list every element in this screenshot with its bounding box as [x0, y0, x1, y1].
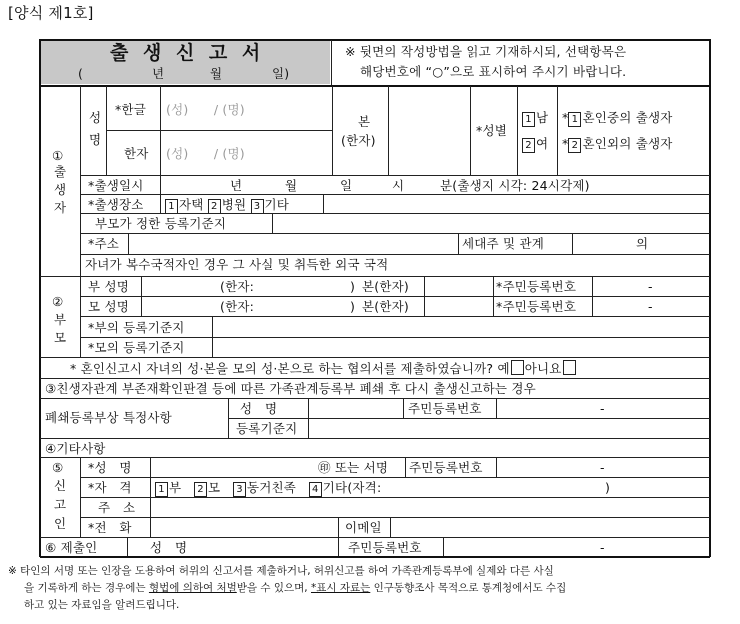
parents-section-ch1: 부 — [54, 312, 67, 327]
reporter-section-num: ⑤ — [52, 460, 64, 475]
child-section-ch3: 자 — [54, 200, 67, 215]
child-section-num: ① — [52, 148, 64, 163]
father-rrn-label: *주민등록번호 — [496, 279, 577, 294]
section3-reg-label: 등록기준지 — [236, 421, 298, 436]
bon-label-2: (한자) — [341, 133, 376, 148]
birth-hour[interactable]: 시 — [392, 178, 405, 193]
agreement-yes-checkbox[interactable] — [511, 360, 524, 375]
mother-rrn-label: *주민등록번호 — [496, 299, 577, 314]
mother-reg-label: *모의 등록기준지 — [88, 340, 185, 355]
footnote-line1: ※ 타인의 서명 또는 인장을 도용하여 허위의 신고서를 제출하거나, 허위신고를 하여 가족관계등록부에 실제와 다른 사실 — [8, 565, 554, 577]
mother-rrn-dash[interactable]: - — [648, 299, 653, 314]
footnote-line3: 하고 있는 자료임을 알려드립니다. — [24, 599, 180, 611]
reporter-qual-close: ) — [605, 480, 611, 495]
father-name-label: 부 성명 — [88, 279, 129, 294]
address-label: *주소 — [88, 236, 120, 251]
reporter-seal[interactable]: ㊞ 또는 서명 — [318, 460, 389, 475]
reporter-rrn-label: 주민등록번호 — [409, 460, 483, 475]
hanja-label: 한자 — [124, 146, 149, 161]
reporter-phone-label: *전 화 — [88, 520, 132, 535]
birth-day[interactable]: 일 — [340, 178, 353, 193]
marriage-in-option[interactable]: * 1 혼인중의 출생자 — [562, 110, 673, 125]
date-year: 년 — [152, 66, 165, 81]
date-day: 일) — [272, 66, 290, 81]
reporter-email-label: 이메일 — [345, 520, 382, 535]
section3-rrn-dash[interactable]: - — [600, 401, 605, 416]
hangul-name-input[interactable]: (성) / (명) — [166, 102, 245, 117]
reporter-section-ch1: 신 — [54, 478, 67, 493]
parents-section-num: ② — [52, 294, 64, 309]
submitter-label: ⑥ 제출인 — [45, 540, 98, 555]
gender-female[interactable]: 2 여 — [522, 136, 548, 153]
household-label: 세대주 및 관계 — [462, 236, 544, 251]
notice-line1: ※ 뒷면의 작성방법을 읽고 기재하시되, 선택항목은 — [345, 44, 627, 59]
reporter-qual-label: *자 격 — [88, 480, 132, 495]
reporter-section-ch2: 고 — [54, 497, 67, 512]
father-rrn-dash[interactable]: - — [648, 279, 653, 294]
mother-name-label: 모 성명 — [88, 299, 129, 314]
section3-name-label: 성 명 — [240, 401, 278, 416]
birth-year[interactable]: 년 — [230, 178, 243, 193]
father-hanja[interactable]: (한자: — [220, 279, 255, 294]
birth-minute[interactable]: 분(출생지 시각: 24시각제) — [440, 178, 590, 193]
mother-bon: 본(한자) — [362, 299, 409, 314]
father-reg-label: *부의 등록기준지 — [88, 320, 185, 335]
section3-title: ③친생자관계 부존재확인판결 등에 따른 가족관계등록부 폐쇄 후 다시 출생신고하는 경우 — [45, 381, 536, 396]
father-close: ) — [350, 279, 356, 294]
household-relation[interactable]: 의 — [636, 236, 649, 251]
submitter-name-label: 성 명 — [150, 540, 188, 555]
name-label-1: 성 — [89, 110, 102, 125]
section3-label: 폐쇄등록부상 특정사항 — [45, 410, 172, 425]
reporter-qual-options[interactable]: 1 부 2 모 3 동거친족 4 기타(자격: — [155, 480, 381, 497]
hanja-name-input[interactable]: (성) / (명) — [166, 146, 245, 161]
notice-line2: 해당번호에 “○”으로 표시하여 주시기 바랍니다. — [360, 64, 627, 79]
child-section-ch1: 출 — [54, 164, 67, 179]
parents-section-ch2: 모 — [54, 330, 67, 345]
gender-label: *성별 — [476, 123, 508, 138]
child-section-ch2: 생 — [54, 182, 67, 197]
reporter-rrn-dash[interactable]: - — [600, 460, 605, 475]
agreement-no-checkbox[interactable] — [563, 360, 576, 375]
gender-male[interactable]: 1 남 — [522, 110, 548, 127]
birth-month[interactable]: 월 — [285, 178, 298, 193]
form-number: [양식 제1호] — [8, 4, 94, 22]
agreement-question: * 혼인신고시 자녀의 성·본을 모의 성·본으로 하는 협의서를 제출하였습니까? 예 아니요 — [70, 360, 577, 376]
foreign-nationality-label: 자녀가 복수국적자인 경우 그 사실 및 취득한 외국 국적 — [85, 257, 389, 272]
father-bon: 본(한자) — [362, 279, 409, 294]
marriage-out-option[interactable]: * 2 혼인외의 출생자 — [562, 136, 673, 151]
mother-hanja[interactable]: (한자: — [220, 299, 255, 314]
birth-place-label: *출생장소 — [88, 197, 144, 212]
mother-close: ) — [350, 299, 356, 314]
section4-title: ④기타사항 — [45, 441, 106, 456]
reporter-section-ch3: 인 — [54, 516, 67, 531]
submitter-rrn-dash[interactable]: - — [600, 540, 605, 555]
form-title: 출 생 신 고 서 — [110, 42, 265, 64]
name-label-2: 명 — [89, 132, 102, 147]
date-open: ( — [78, 66, 84, 81]
submitter-rrn-label: 주민등록번호 — [348, 540, 422, 555]
reporter-name-label: *성 명 — [88, 460, 132, 475]
footnote-line2: 을 기록하게 하는 경우에는 형법에 의하여 처벌받을 수 있으며, *표시 자료는 인구동향조사 목적으로 통계청에서도 수집 — [24, 582, 567, 594]
bon-label-1: 본 — [358, 114, 371, 129]
birth-place-options[interactable]: 1 자택 2 병원 3 기타 — [165, 197, 289, 214]
section3-rrn-label: 주민등록번호 — [408, 401, 482, 416]
reg-base-label: 부모가 정한 등록기준지 — [95, 216, 227, 231]
reporter-addr-label: 주 소 — [98, 500, 136, 515]
date-month: 월 — [210, 66, 223, 81]
hangul-label: *한글 — [115, 102, 147, 117]
birth-time-label: *출생일시 — [88, 178, 144, 193]
